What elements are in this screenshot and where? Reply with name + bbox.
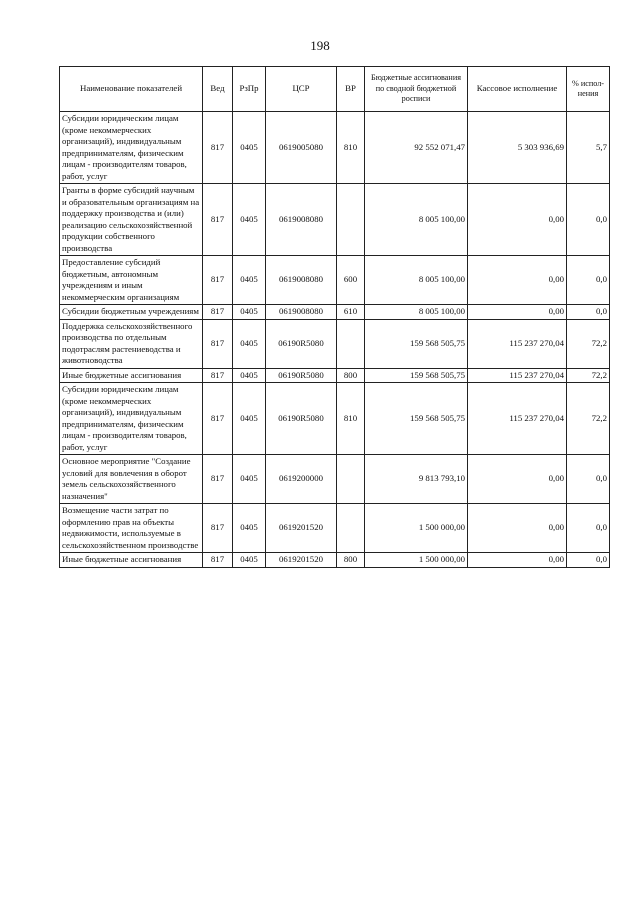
cell-ved: 817 (203, 256, 233, 305)
table-row (60, 112, 610, 184)
header-rzpr: РзПр (233, 67, 266, 112)
cell-vr: 610 (337, 305, 365, 320)
cell-cash: 0,00 (468, 305, 567, 320)
cell-csr: 0619005080 (266, 112, 337, 184)
table-row (60, 383, 610, 455)
cell-assignments: 159 568 505,75 (365, 383, 468, 455)
cell-assignments: 9 813 793,10 (365, 455, 468, 504)
cell-assignments: 1 500 000,00 (365, 504, 468, 553)
cell-percent: 0,0 (567, 256, 610, 305)
cell-name: Поддержка сельскохозяйственного производства по отдельным подотраслям растениеводства и животноводства (60, 319, 203, 368)
cell-rzpr: 0405 (233, 112, 266, 184)
table-row (60, 455, 610, 504)
cell-rzpr: 0405 (233, 383, 266, 455)
table-row (60, 184, 610, 256)
cell-vr (337, 504, 365, 553)
table-header-row (60, 67, 610, 112)
table-row (60, 553, 610, 568)
cell-assignments: 8 005 100,00 (365, 184, 468, 256)
table-row (60, 319, 610, 368)
header-vr: ВР (337, 67, 365, 112)
cell-ved: 817 (203, 305, 233, 320)
cell-percent: 0,0 (567, 504, 610, 553)
cell-ved: 817 (203, 455, 233, 504)
cell-csr: 06190R5080 (266, 319, 337, 368)
cell-ved: 817 (203, 553, 233, 568)
cell-csr: 0619201520 (266, 504, 337, 553)
table-row (60, 305, 610, 320)
cell-assignments: 92 552 071,47 (365, 112, 468, 184)
header-assignments: Бюджетные ассигнования по сводной бюджетной росписи (365, 67, 468, 112)
cell-csr: 0619008080 (266, 256, 337, 305)
cell-rzpr: 0405 (233, 256, 266, 305)
cell-cash: 0,00 (468, 455, 567, 504)
cell-name: Предоставление субсидий бюджетным, автономным учреждениям и иным некоммерческим организациям (60, 256, 203, 305)
cell-assignments: 8 005 100,00 (365, 305, 468, 320)
cell-rzpr: 0405 (233, 305, 266, 320)
page-number: 198 (310, 38, 330, 53)
cell-cash: 115 237 270,04 (468, 368, 567, 383)
cell-ved: 817 (203, 383, 233, 455)
cell-ved: 817 (203, 368, 233, 383)
cell-csr: 0619008080 (266, 184, 337, 256)
cell-cash: 0,00 (468, 184, 567, 256)
cell-percent: 5,7 (567, 112, 610, 184)
cell-vr: 810 (337, 383, 365, 455)
cell-rzpr: 0405 (233, 319, 266, 368)
table-row (60, 504, 610, 553)
cell-ved: 817 (203, 112, 233, 184)
cell-assignments: 159 568 505,75 (365, 319, 468, 368)
budget-table (59, 66, 610, 568)
header-percent: % испол-нения (567, 67, 610, 112)
cell-ved: 817 (203, 319, 233, 368)
cell-vr (337, 319, 365, 368)
cell-name: Субсидии бюджетным учреждениям (60, 305, 203, 320)
cell-rzpr: 0405 (233, 184, 266, 256)
cell-cash: 115 237 270,04 (468, 319, 567, 368)
cell-percent: 0,0 (567, 305, 610, 320)
cell-csr: 06190R5080 (266, 383, 337, 455)
cell-name: Субсидии юридическим лицам (кроме некоммерческих организаций), индивидуальным предпринимателям, физическим лицам - производителям товаров, работ, услуг (60, 383, 203, 455)
cell-cash: 115 237 270,04 (468, 383, 567, 455)
cell-name: Возмещение части затрат по оформлению прав на объекты недвижимости, используемые в сельскохозяйственном производстве (60, 504, 203, 553)
cell-rzpr: 0405 (233, 553, 266, 568)
header-name: Наименование показателей (60, 67, 203, 112)
cell-assignments: 1 500 000,00 (365, 553, 468, 568)
cell-cash: 0,00 (468, 256, 567, 305)
cell-cash: 0,00 (468, 504, 567, 553)
cell-name: Субсидии юридическим лицам (кроме некоммерческих организаций), индивидуальным предпринимателям, физическим лицам - производителям товаров, работ, услуг (60, 112, 203, 184)
cell-percent: 72,2 (567, 319, 610, 368)
header-cash: Кассовое исполнение (468, 67, 567, 112)
cell-name: Иные бюджетные ассигнования (60, 553, 203, 568)
cell-csr: 0619201520 (266, 553, 337, 568)
cell-ved: 817 (203, 184, 233, 256)
cell-vr: 810 (337, 112, 365, 184)
cell-rzpr: 0405 (233, 455, 266, 504)
cell-vr: 800 (337, 368, 365, 383)
cell-ved: 817 (203, 504, 233, 553)
cell-percent: 0,0 (567, 553, 610, 568)
header-csr: ЦСР (266, 67, 337, 112)
cell-rzpr: 0405 (233, 504, 266, 553)
cell-csr: 06190R5080 (266, 368, 337, 383)
table-body (60, 112, 610, 568)
cell-csr: 0619200000 (266, 455, 337, 504)
cell-percent: 72,2 (567, 383, 610, 455)
cell-name: Гранты в форме субсидий научным и образовательным организациям на поддержку производства и (или) реализацию сельскохозяйственной продукции собственного производства (60, 184, 203, 256)
header-ved: Вед (203, 67, 233, 112)
cell-csr: 0619008080 (266, 305, 337, 320)
cell-percent: 0,0 (567, 455, 610, 504)
cell-assignments: 159 568 505,75 (365, 368, 468, 383)
cell-percent: 0,0 (567, 184, 610, 256)
cell-cash: 5 303 936,69 (468, 112, 567, 184)
table-row (60, 256, 610, 305)
cell-vr (337, 184, 365, 256)
cell-name: Иные бюджетные ассигнования (60, 368, 203, 383)
cell-assignments: 8 005 100,00 (365, 256, 468, 305)
cell-vr: 800 (337, 553, 365, 568)
cell-vr: 600 (337, 256, 365, 305)
table-row (60, 368, 610, 383)
cell-vr (337, 455, 365, 504)
cell-cash: 0,00 (468, 553, 567, 568)
cell-rzpr: 0405 (233, 368, 266, 383)
cell-name: Основное мероприятие "Создание условий для вовлечения в оборот земель сельскохозяйственного назначения" (60, 455, 203, 504)
cell-percent: 72,2 (567, 368, 610, 383)
